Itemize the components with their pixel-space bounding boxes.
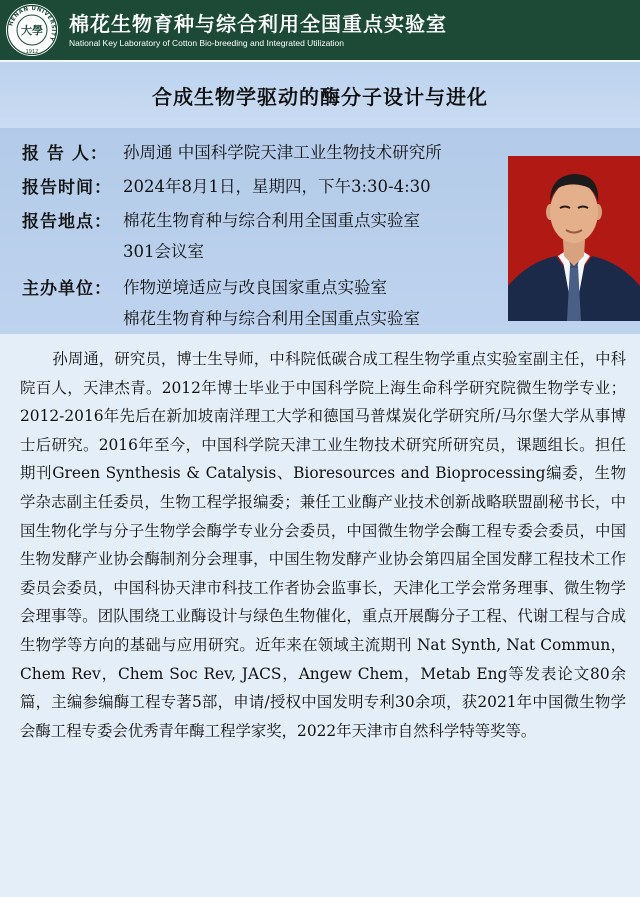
speaker-bio: 孙周通，研究员，博士生导师，中科院低碳合成工程生物学重点实验室副主任，中科院百人，天津杰青。2012年博士毕业于中国科学院上海生命科学研究院微生物学专业；2012-2016年先后在新加坡南洋理工大学和德国马普煤炭化学研究所/马尔堡大学从事博士后研究。2016年至今，中国科学院天津工业生物技术研究所研究员，课题组长。担任期刊Green Synthesis & Catalysis、Bioresources and Bioprocessing编委，生物学杂志副主任委员，生物工程学报编委；兼任工业酶产业技术创新战略联盟副秘书长，中国生物化学与分子生物学会酶学专业分会委员，中国微生物学会酶工程专委会委员，中国生物发酵产业协会酶制剂分会理事，中国生物发酵产业协会第四届全国发酵工程技术工作委员会委员，中国科协天津市科技工作者协会监事长，天津化工学会常务理事、微生物学会理事等。团队围绕工业酶设计与绿色生物催化，重点开展酶分子工程、代谢工程与合成生物学等方向的基础与应用研究。近年来在领域主流期刊 Nat Synth, Nat Commun，Chem Rev，Chem Soc Rev, JACS，Angew Chem，Metab Eng等发表论文80余篇，主编参编酶工程专著5部，申请/授权中国发明专利30余项，获2021年中国微生物学会酶工程专委会优秀青年酶工程学家奖，2022年天津市自然科学特等奖等。	[20, 350, 626, 740]
lab-name-english: National Key Laboratory of Cotton Bio-breeding and Integrated Utilization	[69, 38, 345, 48]
speaker-photo	[508, 156, 640, 321]
title-band	[0, 62, 640, 128]
university-logo-icon	[5, 3, 59, 57]
logo-ring-text: HENAN UNIVERSITY	[8, 5, 57, 42]
header-text	[69, 11, 447, 49]
time-row	[22, 173, 431, 198]
header-bar	[0, 0, 640, 60]
speaker-value: 孙周通 中国科学院天津工业生物技术研究所	[123, 143, 442, 162]
speaker-row	[22, 139, 442, 164]
host-label: 主办单位：	[22, 279, 112, 299]
place-label: 报告地点：	[22, 212, 112, 232]
talk-title: 合成生物学驱动的酶分子设计与进化	[152, 84, 488, 109]
host-value-line1: 作物逆境适应与改良国家重点实验室	[123, 278, 387, 297]
place-row	[22, 207, 420, 232]
place-value-line2: 301会议室	[123, 242, 204, 261]
speaker-portrait-icon	[508, 156, 640, 321]
lab-name: 棉花生物育种与综合利用全国重点实验室	[69, 12, 447, 36]
logo-year: 1912	[25, 49, 39, 55]
time-label: 报告时间：	[22, 178, 112, 198]
host-row	[22, 274, 387, 299]
place-value-line1: 棉花生物育种与综合利用全国重点实验室	[123, 211, 420, 230]
speaker-label: 报 告 人：	[22, 144, 108, 164]
time-value: 2024年8月1日，星期四，下午3:30-4:30	[123, 177, 431, 196]
host-value-line2: 棉花生物育种与综合利用全国重点实验室	[123, 309, 420, 328]
logo-glyph: 大學	[21, 24, 43, 37]
